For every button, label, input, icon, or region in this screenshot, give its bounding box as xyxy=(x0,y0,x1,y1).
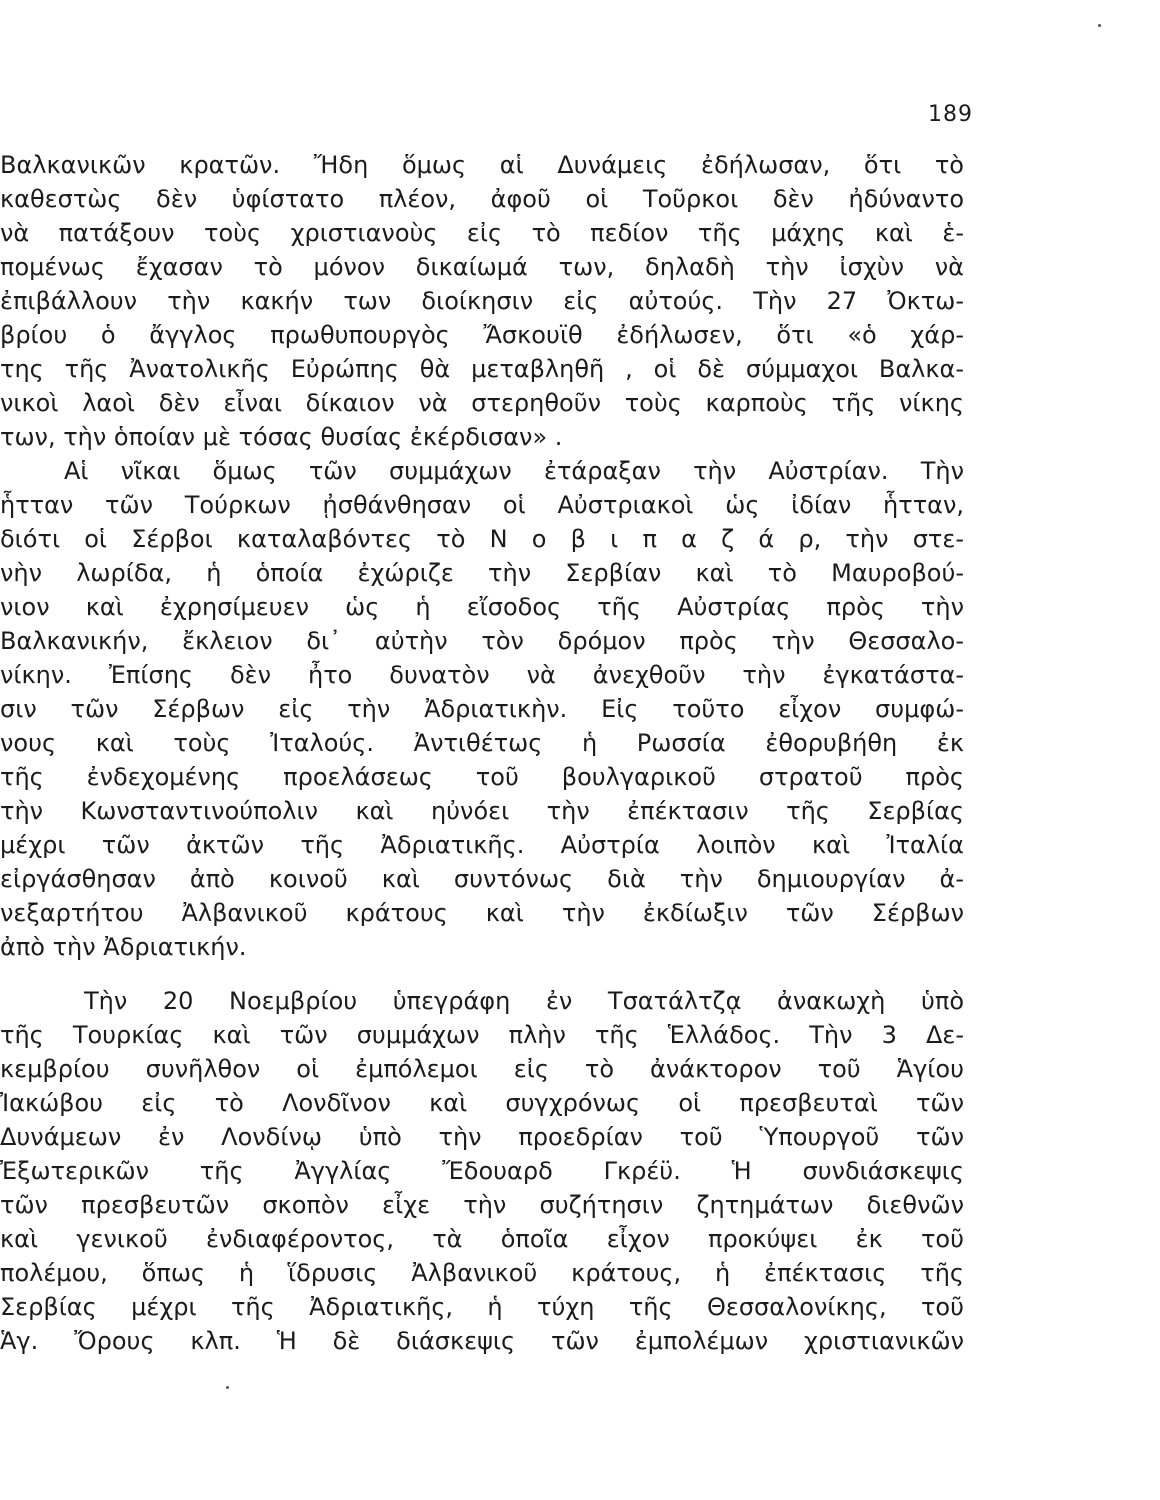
text-line: καὶ γενικοῦ ἐνδιαφέροντος, τὰ ὁποῖα εἶχον προκύψει ἐκ τοῦ xyxy=(0,1225,964,1253)
text-line: διότι οἱ Σέρβοι καταλαβόντες τὸ Ν ο β ι π α ζ ά ρ, τὴν στε- xyxy=(0,525,964,553)
text-line: ἐπιβάλλουν τὴν κακήν των διοίκησιν εἰς αὐτούς. Τὴν 27 Ὀκτω- xyxy=(0,287,964,315)
text-line: Ἐξωτερικῶν τῆς Ἀγγλίας Ἔδουαρδ Γκρέϋ. Ἡ συνδιάσκεψις xyxy=(0,1157,964,1185)
text-line: καθεστὼς δὲν ὑφίστατο πλέον, ἀφοῦ οἱ Τοῦρκοι δὲν ἠδύναντο xyxy=(0,185,964,213)
text-line: τῶν πρεσβευτῶν σκοπὸν εἶχε τὴν συζήτησιν ζητημάτων διεθνῶν xyxy=(0,1191,964,1219)
text-line: σιν τῶν Σέρβων εἰς τὴν Ἀδριατικὴν. Εἰς τοῦτο εἶχον συμφώ- xyxy=(0,695,964,723)
text-line: εἰργάσθησαν ἀπὸ κοινοῦ καὶ συντόνως διὰ τὴν δημιουργίαν ἀ- xyxy=(0,865,964,893)
text-line: των, τὴν ὁποίαν μὲ τόσας θυσίας ἐκέρδισαν» . xyxy=(0,423,563,451)
text-line: της τῆς Ἀνατολικῆς Εὐρώπης θὰ μεταβληθῆ , οἱ δὲ σύμμαχοι Βαλκα- xyxy=(0,355,964,383)
text-line: τῆς ἐνδεχομένης προελάσεως τοῦ βουλγαρικοῦ στρατοῦ πρὸς xyxy=(0,763,964,791)
text-line: νὰ πατάξουν τοὺς χριστιανοὺς εἰς τὸ πεδίον τῆς μάχης καὶ ἑ- xyxy=(0,219,964,247)
text-line: βρίου ὁ ἄγγλος πρωθυπουργὸς Ἄσκουϊθ ἐδήλωσεν, ὅτι «ὁ χάρ- xyxy=(0,321,964,349)
text-line: νους καὶ τοὺς Ἰταλούς. Ἀντιθέτως ἡ Ρωσσία ἐθορυβήθη ἐκ xyxy=(0,729,964,757)
text-line: πομένως ἔχασαν τὸ μόνον δικαίωμά των, δηλαδὴ τὴν ἰσχὺν νὰ xyxy=(0,253,964,281)
text-line: τῆς Τουρκίας καὶ τῶν συμμάχων πλὴν τῆς Ἑλλάδος. Τὴν 3 Δε- xyxy=(0,1021,964,1049)
text-line: ἧτταν τῶν Τούρκων ᾐσθάνθησαν οἱ Αὐστριακοὶ ὡς ἰδίαν ἧτταν, xyxy=(0,491,964,519)
scan-speck xyxy=(1098,24,1101,27)
scan-speck xyxy=(226,1386,229,1389)
text-line: νὴν λωρίδα, ἡ ὁποία ἐχώριζε τὴν Σερβίαν καὶ τὸ Μαυροβού- xyxy=(0,559,964,587)
text-line: τὴν Κωνσταντινούπολιν καὶ ηὐνόει τὴν ἐπέκτασιν τῆς Σερβίας xyxy=(0,797,964,825)
text-line: νεξαρτήτου Ἀλβανικοῦ κράτους καὶ τὴν ἐκδίωξιν τῶν Σέρβων xyxy=(0,899,964,927)
text-line: Ἁγ. Ὄρους κλπ. Ἡ δὲ διάσκεψις τῶν ἐμπολέμων χριστιανικῶν xyxy=(0,1327,964,1355)
page-number: 189 xyxy=(928,102,973,127)
text-line: μέχρι τῶν ἀκτῶν τῆς Ἀδριατικῆς. Αὐστρία λοιπὸν καὶ Ἰταλία xyxy=(0,831,964,859)
text-line: Τὴν 20 Νοεμβρίου ὑπεγράφη ἐν Τσατάλτζᾳ ἀνακωχὴ ὑπὸ xyxy=(84,987,964,1015)
text-line: νιον καὶ ἐχρησίμευεν ὡς ἡ εἴσοδος τῆς Αὐστρίας πρὸς τὴν xyxy=(0,593,964,621)
text-line: Βαλκανικήν, ἔκλειον δι᾽ αὐτὴν τὸν δρόμον πρὸς τὴν Θεσσαλο- xyxy=(0,627,964,655)
text-line: πολέμου, ὅπως ἡ ἵδρυσις Ἀλβανικοῦ κράτους, ἡ ἐπέκτασις τῆς xyxy=(0,1259,964,1287)
text-line: Βαλκανικῶν κρατῶν. Ἤδη ὅμως αἱ Δυνάμεις ἐδήλωσαν, ὅτι τὸ xyxy=(0,151,964,179)
text-line: Ἰακώβου εἰς τὸ Λονδῖνον καὶ συγχρόνως οἱ πρεσβευταὶ τῶν xyxy=(0,1089,964,1117)
text-line: Δυνάμεων ἐν Λονδίνῳ ὑπὸ τὴν προεδρίαν τοῦ Ὑπουργοῦ τῶν xyxy=(0,1123,964,1151)
text-line: κεμβρίου συνῆλθον οἱ ἐμπόλεμοι εἰς τὸ ἀνάκτορον τοῦ Ἁγίου xyxy=(0,1055,964,1083)
text-line: νικοὶ λαοὶ δὲν εἶναι δίκαιον νὰ στερηθοῦν τοὺς καρποὺς τῆς νίκης xyxy=(0,389,964,417)
text-line: Σερβίας μέχρι τῆς Ἀδριατικῆς, ἡ τύχη τῆς Θεσσαλονίκης, τοῦ xyxy=(0,1293,964,1321)
text-line: ἀπὸ τὴν Ἀδριατικήν. xyxy=(0,933,247,961)
text-line: Αἱ νῖκαι ὅμως τῶν συμμάχων ἐτάραξαν τὴν Αὐστρίαν. Τὴν xyxy=(64,457,964,485)
text-line: νίκην. Ἐπίσης δὲν ἦτο δυνατὸν νὰ ἀνεχθοῦν τὴν ἐγκατάστα- xyxy=(0,661,964,689)
